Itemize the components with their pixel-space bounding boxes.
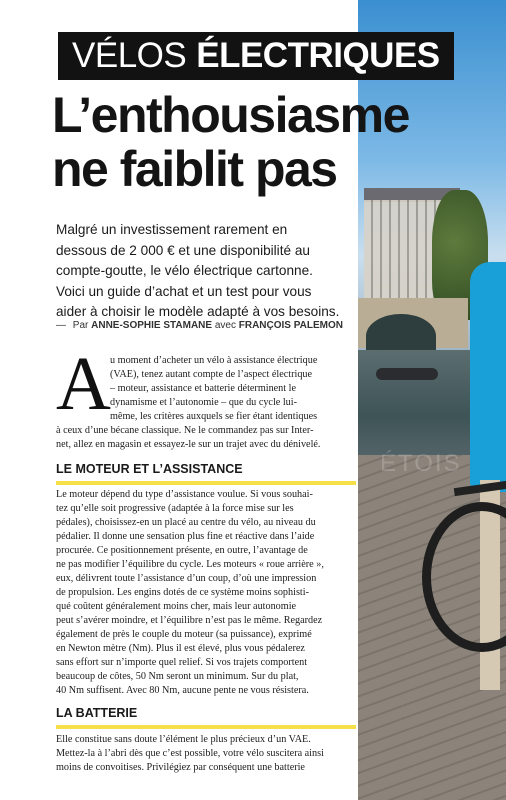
headline-line: L’enthousiasme xyxy=(52,87,409,143)
photo-cyclist-jacket xyxy=(470,262,506,492)
text-line: à ceux d’une bécane classique. Ne le commandez pas sur Inter- xyxy=(56,425,314,436)
text-line: en Newton mètre (Nm). Plus il est élevé, plus vous pédalerez xyxy=(56,643,305,654)
deck-line: compte-goutte, le vélo électrique cartonne. xyxy=(56,263,313,279)
intro-paragraph xyxy=(56,342,356,452)
text-line: pédalier. Il donne une sensation plus fine et réactive dans l’aide xyxy=(56,531,315,542)
deck-line: aider à choisir le modèle adapté à vos besoins. xyxy=(56,304,340,320)
text-line: pédales), choisissez-en un placé au centre du vélo, au niveau du xyxy=(56,517,316,528)
byline-par: Par xyxy=(72,320,89,331)
deck-line: dessous de 2 000 € et une disponibilité au xyxy=(56,242,310,258)
text-line: de propulsion. Les engins dotés de ce système moins sophisti- xyxy=(56,587,309,598)
deck-line: Voici un guide d’achat et un test pour vous xyxy=(56,283,312,299)
text-line: dynamisme et l’autonomie – que du cycle lui- xyxy=(110,397,298,408)
photo-watermark: ÉTOIS xyxy=(380,450,462,477)
text-line: eux, délivrent toute l’assistance d’un coup, d’où une impression xyxy=(56,573,317,584)
text-line: 40 Nm suffisent. Avec 80 Nm, aucune pente ne vous résistera. xyxy=(56,685,309,696)
subheading-motor: LE MOTEUR ET L’ASSISTANCE xyxy=(56,459,356,485)
deck-line: Malgré un investissement rarement en xyxy=(56,222,288,237)
text-line: même, les critères auxquels se fier étant identiques xyxy=(110,411,318,422)
drop-cap: A xyxy=(56,342,111,426)
text-line: net, allez en magasin et essayez-le sur un trajet avec du dénivelé. xyxy=(56,439,321,450)
headline-line: ne faiblit pas xyxy=(52,141,337,197)
article-deck xyxy=(56,220,356,323)
text-line: peut s’avérer moindre, et l’équilibre n’est pas le même. Regardez xyxy=(56,615,323,626)
photo-boat xyxy=(376,368,438,380)
text-line: également de près le couple du moteur (sa puissance), exprimé xyxy=(56,629,312,640)
byline-avec: avec xyxy=(214,320,236,331)
byline-coauthor: FRANÇOIS PALEMON xyxy=(238,320,344,331)
text-line: procurée. Ce positionnement présente, en outre, l’avantage de xyxy=(56,545,308,556)
rubric-bold: ÉLECTRIQUES xyxy=(196,36,440,75)
article-headline xyxy=(52,88,492,196)
text-line: beaucoup de côtes, 50 Nm seront un minimum. Sur du plat, xyxy=(56,671,299,682)
text-line: – moteur, assistance et batterie déterminent le xyxy=(110,383,297,394)
section-rubric xyxy=(58,32,454,80)
subheading-battery: LA BATTERIE xyxy=(56,703,356,729)
text-line: sans effort sur n’importe quel relief. Si vos trajets comportent xyxy=(56,657,308,668)
text-line: Mettez-la à l’abri dès que c’est possible, votre vélo suscitera ainsi xyxy=(56,748,324,759)
text-line: (VAE), tenez autant compte de l’aspect électrique xyxy=(110,369,313,380)
text-line: tez qu’elle soit progressive (adaptée à la force mise sur les xyxy=(56,503,294,514)
text-line: Le moteur dépend du type d’assistance voulue. Si vous souhai- xyxy=(56,489,313,500)
byline xyxy=(56,320,343,331)
text-line: qué coûtent généralement moins cher, mais leur autonomie xyxy=(56,601,297,612)
text-line: ne pas modifier l’équilibre du cycle. Les moteurs « roue arrière », xyxy=(56,559,324,570)
byline-author: ANNE-SOPHIE STAMANE xyxy=(91,320,213,331)
battery-paragraph xyxy=(56,733,356,775)
text-line: Elle constitue sans doute l’élément le plus précieux d’un VAE. xyxy=(56,734,311,745)
text-line: u moment d’acheter un vélo à assistance électrique xyxy=(110,355,318,366)
byline-dash: — xyxy=(56,320,66,331)
rubric-light: VÉLOS xyxy=(72,36,187,75)
text-line: moins de convoitises. Privilégiez par conséquent une batterie xyxy=(56,762,305,773)
motor-paragraph xyxy=(56,488,356,698)
